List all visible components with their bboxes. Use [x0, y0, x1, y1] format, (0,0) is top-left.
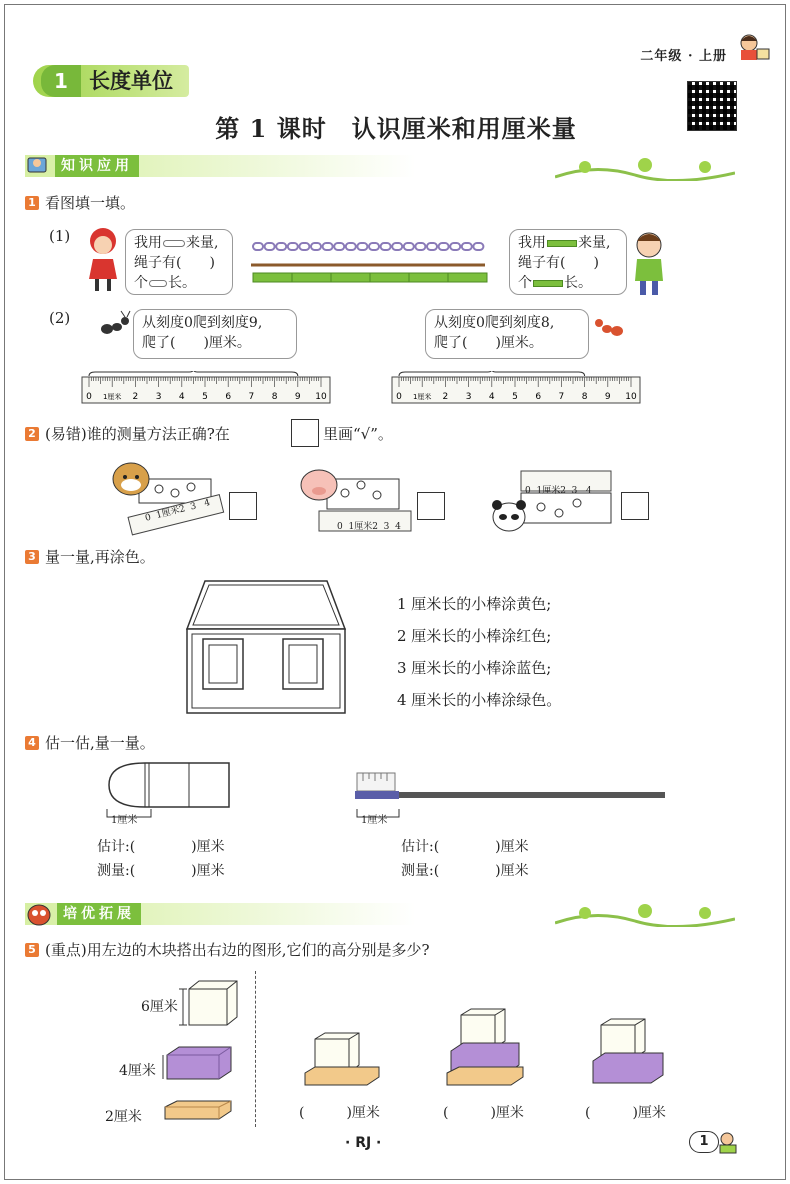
eraser-estimate[interactable]: 估计:( )厘米	[97, 839, 225, 855]
chain-link	[323, 243, 333, 250]
red-ant-icon	[593, 311, 627, 345]
question-number-4: 4	[25, 736, 39, 750]
q2-text-before: (易错)谁的测量方法正确?在	[45, 425, 230, 443]
chain-link	[415, 243, 425, 250]
landscape-decoration-icon	[555, 155, 735, 181]
stick-segment	[409, 273, 448, 282]
reading-icon	[25, 153, 51, 179]
toothbrush-measure[interactable]: 测量:( )厘米	[401, 863, 529, 879]
divider-line	[255, 971, 256, 1127]
chain-link	[346, 243, 356, 250]
q3-rule-4: 4 厘米长的小棒涂绿色。	[397, 691, 562, 709]
q3-rule-1: 1 厘米长的小棒涂黄色;	[397, 595, 552, 613]
stick-segment	[253, 273, 292, 282]
label-2cm: 2厘米	[105, 1109, 142, 1125]
question-number-2: 2	[25, 427, 39, 441]
chain-link	[288, 243, 298, 250]
unit-number: 1	[41, 65, 81, 97]
stick-icon	[533, 280, 563, 287]
block-set-figure	[161, 975, 251, 1125]
q3-text: 量一量,再涂色。	[45, 548, 155, 566]
question-number-3: 3	[25, 550, 39, 564]
chain-link	[439, 243, 449, 250]
dog-measuring-figure	[109, 457, 229, 537]
house-figure	[181, 577, 349, 717]
boy-speech-bubble: 我用 来量, 绳子有( ) 个 长。	[509, 229, 627, 295]
ruler-label: 10	[625, 392, 637, 402]
stick-segment	[331, 273, 370, 282]
stack-c-figure	[589, 1015, 671, 1087]
boy-icon	[629, 227, 669, 297]
page-number: 1	[689, 1131, 719, 1153]
panda-measuring-figure	[491, 469, 621, 541]
ruler-c-labels: 0 1厘米2 3 4	[525, 486, 592, 496]
girl-icon	[83, 223, 123, 293]
ruler-b-labels: 0 1厘米2 3 4	[337, 522, 401, 532]
toothbrush-figure	[355, 769, 667, 805]
ruler-label: 4	[178, 392, 185, 402]
question-number-5: 5	[25, 943, 39, 957]
ruler-label: 2	[132, 392, 139, 402]
answer-box-a[interactable]	[229, 492, 257, 520]
eraser-figure	[105, 761, 233, 809]
chain-link	[427, 243, 437, 250]
stack-b-answer[interactable]: ( )厘米	[443, 1105, 524, 1121]
toothbrush-estimate[interactable]: 估计:( )厘米	[401, 839, 529, 855]
ant-icon	[97, 309, 131, 343]
ruler-label: 8	[581, 392, 588, 402]
stack-c-answer[interactable]: ( )厘米	[585, 1105, 666, 1121]
eraser-unit-label: 1厘米	[111, 815, 138, 826]
ruler-label: 0	[86, 392, 92, 402]
chain-link	[369, 243, 379, 250]
stick-segment	[370, 273, 409, 282]
q2-text-after: 里画“√”。	[323, 425, 393, 443]
ruler-label: 9	[294, 392, 301, 402]
chain-link	[357, 243, 367, 250]
ruler-label: 7	[248, 392, 255, 402]
clip-icon	[163, 240, 185, 247]
landscape-decoration-icon	[555, 901, 735, 927]
label-4cm: 4厘米	[119, 1063, 156, 1079]
answer-box-c[interactable]	[621, 492, 649, 520]
chain-link	[404, 243, 414, 250]
stick-segment	[292, 273, 331, 282]
chain-link	[265, 243, 275, 250]
stack-b-figure	[445, 1005, 527, 1087]
ruler-a-labels: 0 1厘米2 3 4	[144, 497, 212, 524]
girl-speech-bubble: 我用 来量, 绳子有( ) 个 长。	[125, 229, 233, 295]
ruler-label: 3	[465, 392, 472, 402]
ruler-label: 1厘米	[412, 393, 432, 401]
label-6cm: 6厘米	[141, 999, 178, 1015]
ruler-label: 7	[558, 392, 565, 402]
answer-box-b[interactable]	[417, 492, 445, 520]
stick-icon	[547, 240, 577, 247]
chain-link	[299, 243, 309, 250]
q5-text: (重点)用左边的木块搭出右边的图形,它们的高分别是多少?	[45, 941, 430, 959]
chain-link	[473, 243, 483, 250]
ruler-label: 5	[202, 392, 208, 402]
rope-measurement-figure	[249, 239, 489, 289]
owl-mascot-icon	[25, 899, 53, 927]
section-tag-knowledge: 知识应用	[55, 155, 139, 177]
ruler-label: 8	[271, 392, 278, 402]
q3-rule-3: 3 厘米长的小棒涂蓝色;	[397, 659, 552, 677]
ant-left-bubble: 从刻度0爬到刻度9, 爬了( )厘米。	[133, 309, 297, 359]
edition-code: · RJ ·	[345, 1135, 382, 1151]
q3-rule-2: 2 厘米长的小棒涂红色;	[397, 627, 552, 645]
unit-title: 长度单位	[89, 69, 173, 93]
lesson-title: 第 1 课时 认识厘米和用厘米量	[215, 114, 577, 143]
chain-link	[392, 243, 402, 250]
ruler-brace	[89, 371, 298, 376]
eraser-measure[interactable]: 测量:( )厘米	[97, 863, 225, 879]
ruler-label: 10	[315, 392, 327, 402]
student-mascot-icon	[735, 31, 771, 61]
stack-a-answer[interactable]: ( )厘米	[299, 1105, 380, 1121]
ruler-left	[81, 371, 333, 405]
grade-label: 二年级 · 上册	[640, 49, 727, 64]
answer-box-sample	[291, 419, 319, 447]
ruler-label: 0	[396, 392, 402, 402]
chain-link	[381, 243, 391, 250]
ruler-label: 6	[225, 392, 232, 402]
chain-link	[450, 243, 460, 250]
chain-link	[334, 243, 344, 250]
section-tag-extension: 培优拓展	[57, 903, 141, 925]
chain-link	[276, 243, 286, 250]
q1-part1-label: (1)	[49, 227, 71, 245]
clip-icon	[149, 280, 167, 287]
ruler-label: 5	[512, 392, 518, 402]
ruler-label: 1厘米	[102, 393, 122, 401]
ruler-label: 9	[604, 392, 611, 402]
toothbrush-unit-label: 1厘米	[361, 815, 388, 826]
chain-link	[253, 243, 263, 250]
ant-right-bubble: 从刻度0爬到刻度8, 爬了( )厘米。	[425, 309, 589, 359]
ruler-label: 3	[155, 392, 162, 402]
worksheet-page	[4, 4, 786, 1180]
q1-text: 看图填一填。	[45, 194, 136, 212]
q4-text: 估一估,量一量。	[45, 734, 155, 752]
chain-link	[311, 243, 321, 250]
ruler-brace	[399, 371, 585, 376]
reading-child-icon	[717, 1131, 739, 1155]
stack-a-figure	[301, 1029, 383, 1089]
ruler-label: 2	[442, 392, 449, 402]
chain-link	[462, 243, 472, 250]
question-number-1: 1	[25, 196, 39, 210]
ruler-right	[391, 371, 643, 405]
stick-segment	[448, 273, 487, 282]
q1-part2-label: (2)	[49, 309, 71, 327]
ruler-label: 6	[535, 392, 542, 402]
ruler-label: 4	[488, 392, 495, 402]
